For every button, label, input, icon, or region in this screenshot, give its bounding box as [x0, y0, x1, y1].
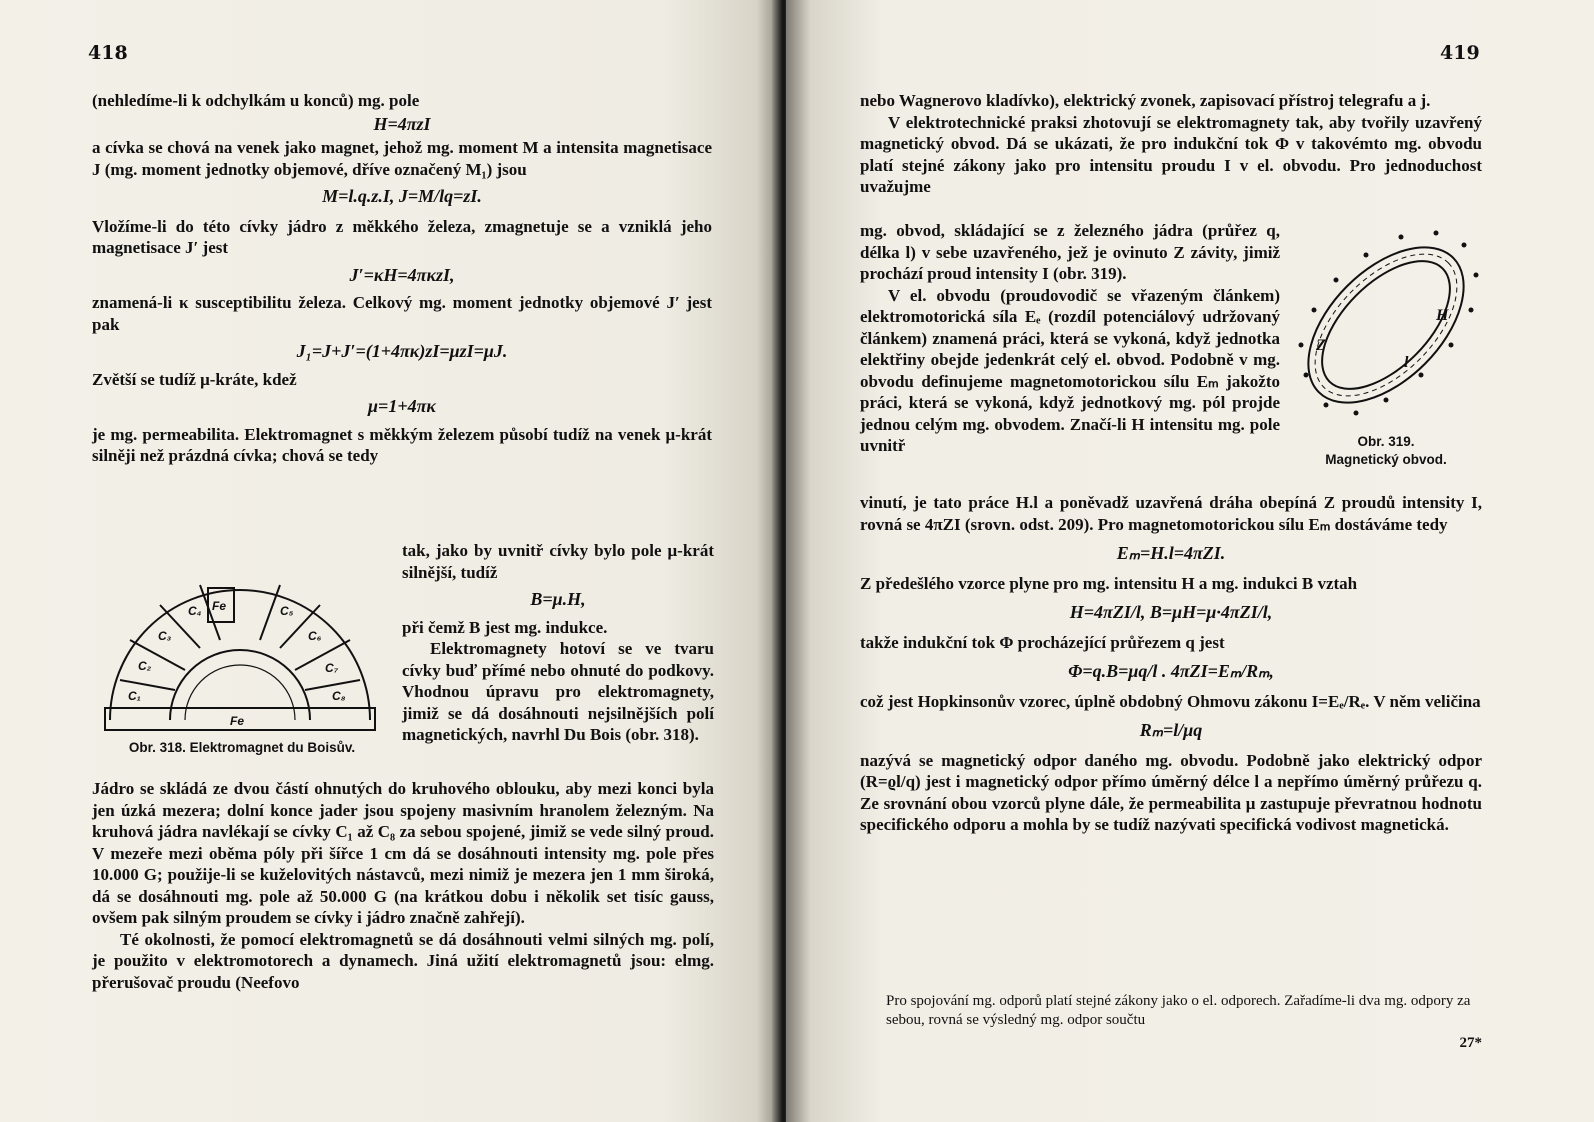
left-eq-3: J′=κH=4πκzI, [349, 264, 455, 285]
left-side-column [402, 540, 714, 746]
left-side-1: tak, jako by uvnitř cívky bylo pole μ-krát silnější, tudíž [402, 541, 714, 582]
right-para-8: což jest Hopkinsonův vzorec, úplně obdobný Ohmovu zákonu I=Eₑ/Rₑ. V něm veličina [860, 691, 1481, 711]
right-para-9: nazývá se magnetický odpor daného mg. obvodu. Podobně jako elektrický odpor (R=ϱl/q) jest i magnetický odpor přímo úměrný délce l a nepřímo úměrný průřezu q. Ze srovnání obou vzorců plyne dále, že permeabilita μ zastupuje převratnou hodnotu specifického odporu a mohla by se tudíž nazývati specifická vodivost magnetická. [860, 750, 1482, 834]
fig318-label-c5: C₅ [280, 604, 294, 618]
page-number-left: 418 [88, 42, 128, 64]
left-text-top [92, 90, 712, 467]
fig318-label-c7: C₇ [325, 661, 339, 675]
fig318-label-fe-bottom: Fe [230, 714, 245, 728]
right-para-5: vinutí, je tato práce H.l a poněvadž uzavřená dráha obepíná Z proudů intensity I, rovná se 4πZI (srovn. odst. 209). Pro magnetomotorickou sílu Eₘ dostáváme tedy [860, 493, 1482, 534]
left-para-1: (nehledíme-li k odchylkám u konců) mg. pole [92, 91, 420, 110]
fig318-caption: Obr. 318. Elektromagnet du Boisův. [128, 740, 356, 755]
left-eq-4: J₁=J+J′=(1+4πκ)zI=μzI=μJ. [296, 341, 508, 361]
fig319-caption-title: Magnetický obvod. [1325, 452, 1447, 467]
fig319-caption-number: Obr. 319. [1357, 434, 1415, 449]
left-para-2: a cívka se chová na venek jako magnet, jehož mg. moment M a intensita magnetisace J (mg. moment jednotky objemové, dříve označený M₁) jsou [92, 138, 712, 179]
du-bois-electromagnet-figure [100, 560, 380, 740]
fig318-label-c2: C₂ [138, 659, 152, 673]
fig318-label-c1: C₁ [128, 689, 141, 703]
magnetic-circuit-figure [1286, 225, 1486, 425]
right-para-6: Z předešlého vzorce plyne pro mg. intensitu H a mg. indukci B vztah [860, 573, 1358, 593]
fig319-label-h: H [1436, 307, 1449, 324]
right-eq-1: Eₘ=H.l=4πZI. [1116, 543, 1226, 563]
left-eq-1: H=4πzI [373, 113, 431, 134]
right-page [786, 0, 1594, 1122]
left-eq-2: M=l.q.z.I, J=M/lq=zI. [322, 186, 482, 206]
fig318-label-fe-top: Fe [212, 599, 227, 613]
fig318-label-c4: C₄ [188, 604, 202, 618]
left-page [0, 0, 780, 1122]
left-para-5: Zvětší se tudíž μ-kráte, kdež [92, 369, 297, 389]
left-eq-5: μ=1+4πκ [368, 396, 436, 416]
left-para-3: Vložíme-li do této cívky jádro z měkkého železa, zmagnetuje se a vzniklá jeho magnetisace J′ jest [92, 216, 712, 257]
page-number-right: 419 [1440, 42, 1480, 64]
left-para-8: Té okolnosti, že pomocí elektromagnetů se dá dosáhnouti velmi silných mg. polí, je použito v elektromotorech a dynamech. Jiná užití elektromagnetů jsou: elmg. přerušovač proudu (Neefovo [92, 929, 714, 992]
right-eq-2: H=4πZI/l, B=μH=μ·4πZI/l, [1069, 602, 1273, 622]
right-para-2: V elektrotechnické praksi zhotovují se elektromagnety tak, aby tvořily uzavřený magnetický obvod. Dá se ukázati, že pro indukční tok Φ v takovémto mg. obvodu platí stejné zákony jako pro intensitu proudu I v el. obvodu. Pro jednoduchost uvažujme [860, 112, 1482, 196]
fig319-label-z: Z [1316, 337, 1326, 354]
left-para-4: znamená-li κ susceptibilitu železa. Celkový mg. moment jednotky objemové J′ jest pak [92, 293, 712, 334]
fig318-label-c6: C₆ [308, 629, 322, 643]
fig318-label-c3: C₃ [158, 629, 172, 643]
right-side-column [860, 220, 1280, 457]
right-para-3: mg. obvod, skládající se z železného jádra (průřez q, délka l) v sebe uzavřeného, jež je ovinuto Z závity, jimiž prochází proud intensity I (obr. 319). [860, 221, 1280, 283]
left-side-3: Elektromagnety hotoví se ve tvaru cívky buď přímé nebo ohnuté do podkovy. Vhodnou úpravu pro elektromagnety, jimiž se dá dosáhnouti nejsilnějších polí magnetických, navrhl Du Bois (obr. 318). [402, 639, 714, 744]
right-para-1: nebo Wagnerovo kladívko), elektrický zvonek, zapisovací přístroj telegrafu a j. [860, 91, 1431, 110]
left-para-7: Jádro se skládá ze dvou částí ohnutých do kruhového oblouku, aby mezi konci byla jen úzká mezera; dolní konce jader jsou spojeny masivním hranolem železným. Na kruhová jádra navlékají se cívky C₁ až C₈ za sebou spojené, jimiž se vede silný proud. V mezeře mezi oběma póly při šířce 1 cm dá se dosáhnouti intensity mg. pole přes 10.000 G; použije-li se kuželovitých nástavců, mezi nimiž je mezera jen 1 mm široká, dá se dosáhnouti mg. pole až 50.000 G (na krátkou dobu i několik set tisíc gauss, ovšem pak silným proudem se cívky i jádro značně zahřejí). [92, 779, 714, 927]
right-eq-3: Φ=q.B=μq/l . 4πZI=Eₘ/Rₘ, [1068, 661, 1274, 681]
fig318-label-c8: C₈ [332, 689, 346, 703]
left-para-6: je mg. permeabilita. Elektromagnet s měkkým železem působí tudíž na venek μ-krát silněji než prázdná cívka; chová se tedy [92, 424, 712, 465]
signature-mark: 27* [1459, 1035, 1482, 1051]
fig319-label-l: l [1404, 354, 1409, 371]
right-text-bottom [860, 492, 1482, 836]
right-para-4: V el. obvodu (proudovodič se vřazeným článkem) elektromotorická síla Eₑ (rozdíl potenciálový udržovaný článkem) znamená práci, která se vykoná, když jednotka elektřiny obejde jedenkrát celý el. obvod. Podobně v mg. obvodu definujeme magnetomotorickou sílu Eₘ jakožto práci, která se vykoná, když jednotkový mg. pól projde jednou celým mg. obvodem. Značí-li H intensitu mg. pole uvnitř [860, 285, 1280, 455]
left-text-bottom [92, 778, 714, 993]
left-side-2: při čemž B jest mg. indukce. [402, 617, 608, 637]
right-eq-4: Rₘ=l/μq [1139, 720, 1203, 740]
right-footnote: Pro spojování mg. odporů platí stejné zákony jako o el. odporech. Zařadíme-li dva mg. odpory za sebou, rovná se výsledný mg. odpor součtu [886, 993, 1471, 1028]
left-eq-6: B=μ.H, [530, 589, 586, 609]
right-para-7: takže indukční tok Φ procházející průřezem q jest [860, 632, 1225, 652]
right-text-top [860, 90, 1482, 198]
